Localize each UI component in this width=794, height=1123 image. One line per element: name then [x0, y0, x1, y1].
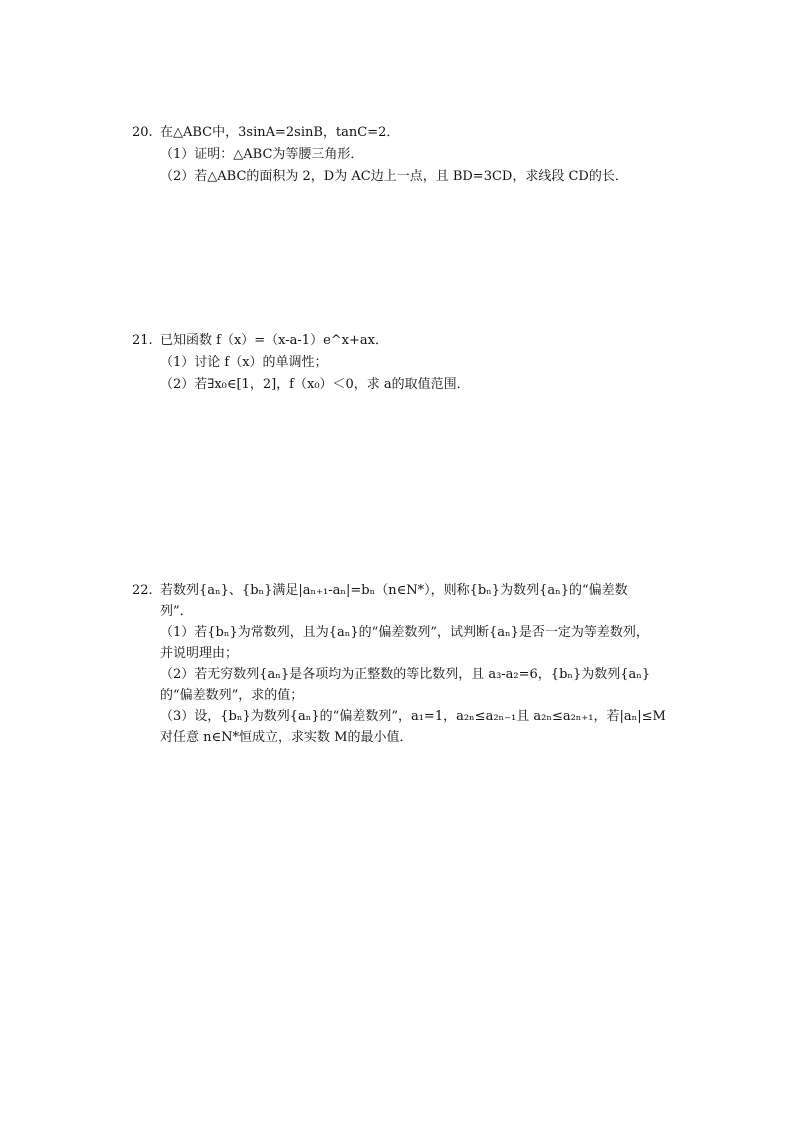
- problem-21-stem: [132, 332, 388, 350]
- problem-22-part-1-line-1: （1）若{bₙ}为常数列，且为{aₙ}的“偏差数列”，试判断{aₙ}是否一定为等差数列，: [160, 625, 649, 640]
- problem-21-part-2: （2）若∃x₀∈[1，2]，f（x₀）＜0，求 a的取值范围．: [160, 377, 470, 392]
- problem-22-stem-line-1: [132, 582, 628, 600]
- problem-21-part-1: （1）讨论 f（x）的单调性；: [160, 355, 328, 370]
- problem-22-part-3-line-1: （3）设，{bₙ}为数列{aₙ}的“偏差数列”，a₁=1，a₂ₙ≤a₂ₙ₋₁且 a₂ₙ≤a₂ₙ₊₁，若|aₙ|≤M: [160, 709, 666, 724]
- problem-20-stem: [132, 124, 399, 142]
- problem-22-part-3-line-2: 对任意 n∈N*恒成立，求实数 M的最小值．: [160, 730, 413, 745]
- problem-number: 21.: [132, 333, 153, 348]
- problem-stem-text: 若数列{aₙ}、{bₙ}满足|aₙ₊₁-aₙ|=bₙ（n∈N*），则称{bₙ}为数列{aₙ}的“偏差数: [160, 583, 628, 598]
- problem-22-part-2-line-2: 的“偏差数列”，求的值；: [160, 688, 304, 703]
- problem-number: 22.: [132, 583, 153, 598]
- problem-20-part-2: （2）若△ABC的面积为 2，D为 AC边上一点，且 BD=3CD，求线段 CD的长．: [160, 169, 628, 184]
- problem-stem-text: 在△ABC中，3sinA=2sinB，tanC=2．: [160, 125, 400, 140]
- problem-22-part-2-line-1: （2）若无穷数列{aₙ}是各项均为正整数的等比数列，且 a₃-a₂=6，{bₙ}为数列{aₙ}: [160, 667, 651, 682]
- problem-22-stem-line-2: 列”．: [160, 604, 193, 619]
- problem-number: 20.: [132, 125, 153, 140]
- problem-stem-text: 已知函数 f（x）=（x-a-1）e^x+ax．: [160, 333, 388, 348]
- problem-22-part-1-line-2: 并说明理由；: [160, 646, 239, 661]
- problem-20-part-1: （1）证明：△ABC为等腰三角形．: [160, 147, 364, 162]
